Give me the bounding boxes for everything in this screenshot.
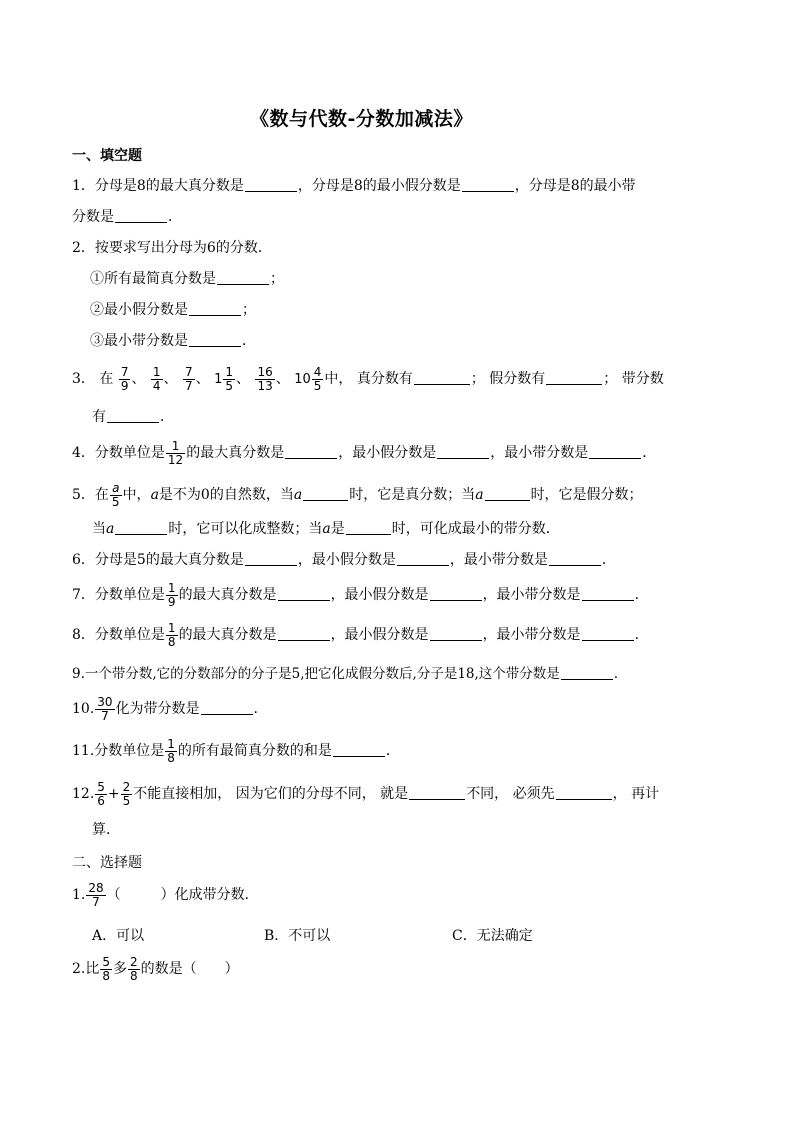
question-2-sub-2: ②最小假分数是 ； — [90, 302, 256, 318]
question-4: 4．分数单位是 $\frac{1}{12}$ 的最大真分数是 ，最小假分数是 ，最小带分数是 ． — [72, 438, 657, 467]
fraction: $\frac{16}{13}$ — [257, 364, 273, 393]
fraction: $\frac{7}{9}$ — [120, 364, 129, 393]
question-1-line-1: 1．分母是8的最大真分数是 ，分母是8的最小假分数是 ，分母是8的最小带 — [72, 178, 636, 194]
mixed-whole: 1 — [214, 372, 223, 387]
mixed-whole: 10 — [294, 372, 311, 387]
answer-blank[interactable] — [589, 443, 641, 459]
question-2-sub-1: ①所有最简真分数是 ； — [90, 271, 284, 287]
fraction: $\frac{7}{7}$ — [185, 364, 193, 393]
answer-blank[interactable] — [430, 625, 482, 641]
question-12-line-2: 算． — [92, 822, 120, 838]
fraction: $\frac{1}{8}$ — [167, 736, 175, 765]
answer-blank[interactable] — [437, 443, 489, 459]
question-3-line-1: 3． 在 $\frac{7}{9}$ 、 $\frac{1}{4}$ 、 $\frac{7}{7}$ 、 1 $\frac{1}{5}$ 、 $\frac{16}{13}$ 、 10 $\frac{4}{5}$ 中， 真分数有 ； 假分数有 ； 带分数 — [72, 364, 664, 393]
answer-blank[interactable] — [285, 443, 337, 459]
option-b[interactable]: B．不可以 — [264, 928, 331, 944]
answer-blank[interactable] — [303, 485, 348, 501]
question-6: 6．分母是5的最大真分数是 ，最小假分数是 ，最小带分数是 ． — [72, 552, 616, 568]
answer-blank[interactable] — [430, 585, 482, 601]
answer-blank[interactable] — [189, 331, 241, 347]
answer-blank[interactable] — [115, 207, 167, 223]
fraction: $\frac{28}{7}$ — [88, 880, 104, 909]
fraction: $\frac{2}{8}$ — [130, 954, 138, 983]
fraction: $\frac{1}{9}$ — [167, 580, 176, 609]
answer-blank[interactable] — [485, 485, 530, 501]
answer-blank[interactable] — [346, 519, 391, 535]
question-3-line-2: 有 ． — [92, 409, 174, 425]
question-9: 9.一个带分数,它的分数部分的分子是5,把它化成假分数后,分子是18,这个带分数是 ． — [72, 666, 628, 682]
answer-blank[interactable] — [582, 625, 634, 641]
answer-blank[interactable] — [549, 550, 601, 566]
answer-blank[interactable] — [462, 176, 514, 192]
question-10: 10. $\frac{30}{7}$ 化为带分数是 ． — [72, 694, 268, 723]
section-choice-heading: 二、选择题 — [72, 855, 142, 871]
answer-blank[interactable] — [397, 550, 449, 566]
answer-blank[interactable] — [278, 585, 330, 601]
answer-blank[interactable] — [409, 784, 465, 800]
answer-blank[interactable] — [278, 625, 330, 641]
question-5-line-2: 当a 时，它可以化成整数；当a是 时，可化成最小的带分数． — [92, 521, 560, 537]
question-2-stem: 2．按要求写出分母为6的分数． — [72, 240, 272, 256]
choice-question-1: 1. $\frac{28}{7}$ （ ）化成带分数． — [72, 880, 259, 909]
fraction: $\frac{30}{7}$ — [97, 694, 113, 723]
question-8: 8．分数单位是 $\frac{1}{8}$ 的最大真分数是 ，最小假分数是 ，最小带分数是 ． — [72, 620, 649, 649]
question-1-line-2: 分数是 ． — [72, 209, 182, 225]
option-a[interactable]: A．可以 — [92, 928, 145, 944]
answer-blank[interactable] — [546, 369, 602, 385]
question-12-line-1: 12. $\frac{5}{6}$ + $\frac{2}{5}$ 不能直接相加， 因为它们的分母不同， 就是 不同， 必须先 ， 再计 — [72, 779, 660, 808]
question-2-sub-3: ③最小带分数是 ． — [90, 333, 256, 349]
fraction: $\frac{5}{6}$ — [97, 779, 105, 808]
answer-blank[interactable] — [217, 269, 269, 285]
answer-blank[interactable] — [115, 519, 167, 535]
answer-blank[interactable] — [201, 699, 253, 715]
answer-blank[interactable] — [245, 550, 297, 566]
fraction: $\frac{1}{12}$ — [167, 438, 184, 467]
option-c[interactable]: C．无法确定 — [452, 928, 533, 944]
answer-blank[interactable] — [582, 585, 634, 601]
fraction: $\frac{1}{4}$ — [152, 364, 161, 393]
fraction: $\frac{a}{5}$ — [111, 480, 120, 509]
answer-blank[interactable] — [189, 300, 241, 316]
answer-blank[interactable] — [414, 369, 470, 385]
answer-blank[interactable] — [561, 664, 613, 680]
question-7: 7．分数单位是 $\frac{1}{9}$ 的最大真分数是 ，最小假分数是 ，最小带分数是 ． — [72, 580, 649, 609]
fraction: $\frac{2}{5}$ — [122, 779, 131, 808]
answer-blank[interactable] — [245, 176, 297, 192]
question-11: 11.分数单位是 $\frac{1}{8}$ 的所有最简真分数的和是 ． — [72, 736, 400, 765]
answer-blank[interactable] — [333, 741, 385, 757]
page-title: 《数与代数-分数加减法》 — [250, 108, 473, 130]
question-5-line-1: 5．在 $\frac{a}{5}$ 中，a是不为0的自然数，当a 时，它是真分数；当a 时，它是假分数； — [72, 480, 643, 509]
section-fill-in-heading: 一、填空题 — [72, 148, 142, 164]
answer-blank[interactable] — [107, 407, 159, 423]
fraction: $\frac{5}{8}$ — [102, 954, 110, 983]
choice-question-2: 2.比 $\frac{5}{8}$ 多 $\frac{2}{8}$ 的数是（ ） — [72, 954, 239, 983]
fraction: $\frac{1}{8}$ — [167, 620, 176, 649]
answer-blank[interactable] — [556, 784, 612, 800]
fraction: $\frac{4}{5}$ — [313, 364, 322, 393]
fraction: $\frac{1}{5}$ — [225, 364, 234, 393]
